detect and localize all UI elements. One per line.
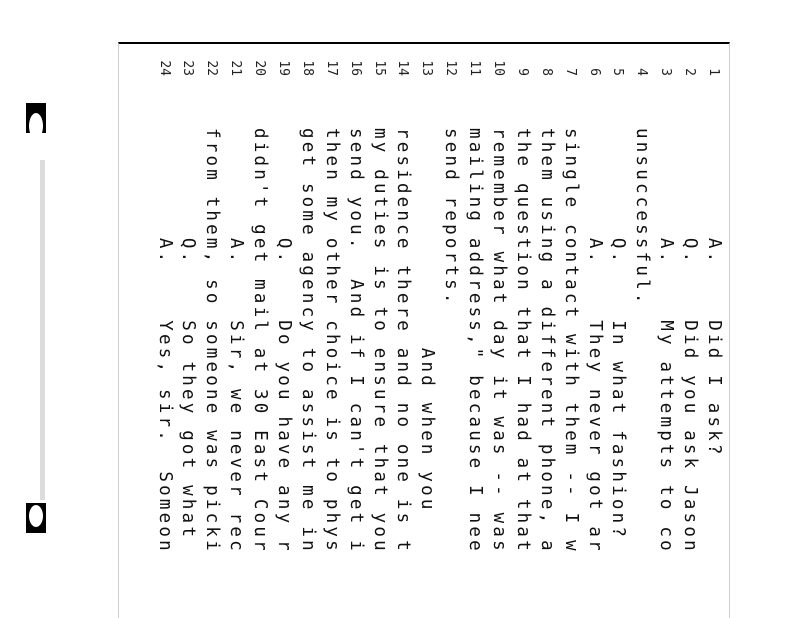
- line-text: them using a different phone, a: [536, 128, 557, 554]
- transcript-line: [295, 48, 319, 618]
- line-number: 7: [562, 68, 578, 76]
- transcript-line: [199, 48, 223, 618]
- binder-hole-icon: [26, 103, 46, 133]
- line-text: A. Sir, we never rec: [226, 128, 247, 554]
- line-text: unsuccessful.: [632, 128, 653, 307]
- line-text: from them, so someone was picki: [202, 128, 223, 554]
- margin-line: [40, 160, 45, 500]
- transcript-line: [438, 48, 462, 618]
- transcript-line: [176, 48, 200, 618]
- transcript-line: [462, 48, 486, 618]
- transcript-line: [677, 48, 701, 618]
- transcript-line: [319, 48, 343, 618]
- transcript-text: [135, 48, 725, 618]
- line-number: 11: [467, 60, 483, 76]
- line-number: 17: [323, 60, 339, 76]
- line-text: single contact with them -- I w: [560, 128, 581, 554]
- line-number: 15: [371, 60, 387, 76]
- transcript-line: [271, 48, 295, 618]
- line-text: Q. Do you have any r: [273, 128, 294, 554]
- line-text: didn't get mail at 30 East Cour: [250, 128, 271, 554]
- transcript-line: [653, 48, 677, 618]
- line-number: 5: [610, 68, 626, 76]
- line-text: A. Yes, sir. Someon: [154, 128, 175, 554]
- transcript-line: [558, 48, 582, 618]
- transcript-line: [367, 48, 391, 618]
- line-number: 18: [299, 60, 315, 76]
- line-number: 2: [682, 68, 698, 76]
- line-number: 22: [204, 60, 220, 76]
- line-number: 12: [443, 60, 459, 76]
- transcript-line: [510, 48, 534, 618]
- line-text: my duties is to ensure that you: [369, 128, 390, 554]
- line-text: remember what day it was -- was: [488, 128, 509, 554]
- line-number: 6: [586, 68, 602, 76]
- line-text: A. Did I ask?: [704, 128, 724, 458]
- line-text: Q. In what fashion?: [608, 128, 629, 541]
- transcript-line: [223, 48, 247, 618]
- line-text: send reports.: [441, 128, 462, 307]
- line-text: the question that I had at that: [512, 128, 533, 554]
- transcript-line: [247, 48, 271, 618]
- line-number: 24: [156, 60, 172, 76]
- transcript-line: [343, 48, 367, 618]
- line-number: 19: [275, 60, 291, 76]
- transcript-line: [152, 48, 176, 618]
- line-text: And when you: [417, 128, 438, 513]
- line-number: 9: [514, 68, 530, 76]
- line-number: 8: [538, 68, 554, 76]
- transcript-line: [486, 48, 510, 618]
- transcript-line: [629, 48, 653, 618]
- binder-hole-icon: [26, 503, 46, 533]
- transcript-line: [414, 48, 438, 618]
- transcript-line: [582, 48, 606, 618]
- line-number: 14: [395, 60, 411, 76]
- line-number: 10: [490, 60, 506, 76]
- line-text: Q. So they got what: [178, 128, 199, 541]
- transcript-line: [606, 48, 630, 618]
- transcript-line: [701, 48, 725, 618]
- line-text: residence there and no one is t: [393, 128, 414, 554]
- line-text: Q. Did you ask Jason: [680, 128, 701, 554]
- line-number: 23: [180, 60, 196, 76]
- line-text: A. My attempts to co: [656, 128, 677, 554]
- line-number: 21: [228, 60, 244, 76]
- transcript-line: [391, 48, 415, 618]
- line-text: then my other choice is to phys: [321, 128, 342, 554]
- line-number: 13: [419, 60, 435, 76]
- line-text: A. They never got ar: [584, 128, 605, 554]
- line-number: 16: [347, 60, 363, 76]
- line-number: 1: [706, 68, 721, 76]
- line-text: send you. And if I can't get i: [345, 128, 366, 554]
- line-text: get some agency to assist me in: [297, 128, 318, 554]
- transcript-line: [534, 48, 558, 618]
- line-number: 3: [658, 68, 674, 76]
- line-number: 20: [252, 60, 268, 76]
- line-number: 4: [634, 68, 650, 76]
- line-text: mailing address," because I nee: [465, 128, 486, 554]
